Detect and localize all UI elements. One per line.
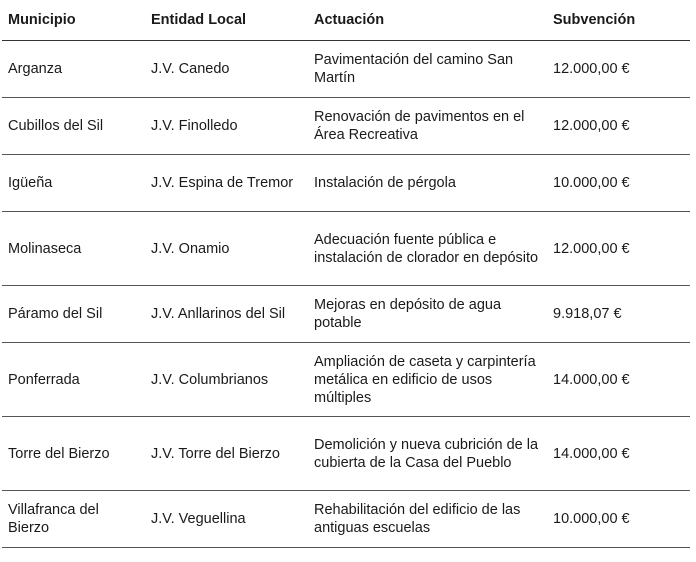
cell-actuacion: Instalación de pérgola [308, 155, 547, 212]
table-row [2, 155, 690, 212]
header-entidad-local: Entidad Local [145, 0, 308, 41]
cell-entidad: J.V. Canedo [145, 41, 308, 98]
header-row [2, 0, 690, 41]
header-municipio: Municipio [2, 0, 145, 41]
cell-subvencion: 10.000,00 € [547, 155, 690, 212]
table-row [2, 491, 690, 548]
cell-municipio: Ponferrada [2, 343, 145, 417]
cell-entidad: J.V. Anllarinos del Sil [145, 286, 308, 343]
cell-municipio: Páramo del Sil [2, 286, 145, 343]
cell-entidad: J.V. Espina de Tremor [145, 155, 308, 212]
table-row [2, 286, 690, 343]
cell-entidad: J.V. Finolledo [145, 98, 308, 155]
header-subvencion: Subvención [547, 0, 690, 41]
cell-entidad: J.V. Torre del Bierzo [145, 417, 308, 491]
cell-actuacion: Mejoras en depósito de agua potable [308, 286, 547, 343]
cell-actuacion: Adecuación fuente pública e instalación de clorador en depósito [308, 212, 547, 286]
cell-municipio: Torre del Bierzo [2, 417, 145, 491]
header-actuacion: Actuación [308, 0, 547, 41]
cell-municipio: Villafranca del Bierzo [2, 491, 145, 548]
cell-actuacion: Rehabilitación del edificio de las antiguas escuelas [308, 491, 547, 548]
cell-subvencion: 14.000,00 € [547, 417, 690, 491]
cell-subvencion: 12.000,00 € [547, 41, 690, 98]
cell-actuacion: Demolición y nueva cubrición de la cubierta de la Casa del Pueblo [308, 417, 547, 491]
cell-subvencion: 12.000,00 € [547, 212, 690, 286]
table-row [2, 417, 690, 491]
table-row [2, 41, 690, 98]
cell-subvencion: 9.918,07 € [547, 286, 690, 343]
cell-actuacion: Pavimentación del camino San Martín [308, 41, 547, 98]
cell-actuacion: Ampliación de caseta y carpintería metálica en edificio de usos múltiples [308, 343, 547, 417]
cell-subvencion: 10.000,00 € [547, 491, 690, 548]
cell-municipio: Molinaseca [2, 212, 145, 286]
table-row [2, 343, 690, 417]
cell-entidad: J.V. Onamio [145, 212, 308, 286]
cell-subvencion: 12.000,00 € [547, 98, 690, 155]
subsidies-table [2, 0, 690, 548]
cell-subvencion: 14.000,00 € [547, 343, 690, 417]
table-row [2, 212, 690, 286]
cell-municipio: Arganza [2, 41, 145, 98]
cell-municipio: Igüeña [2, 155, 145, 212]
cell-actuacion: Renovación de pavimentos en el Área Recreativa [308, 98, 547, 155]
table-row [2, 98, 690, 155]
cell-municipio: Cubillos del Sil [2, 98, 145, 155]
cell-entidad: J.V. Columbrianos [145, 343, 308, 417]
cell-entidad: J.V. Veguellina [145, 491, 308, 548]
